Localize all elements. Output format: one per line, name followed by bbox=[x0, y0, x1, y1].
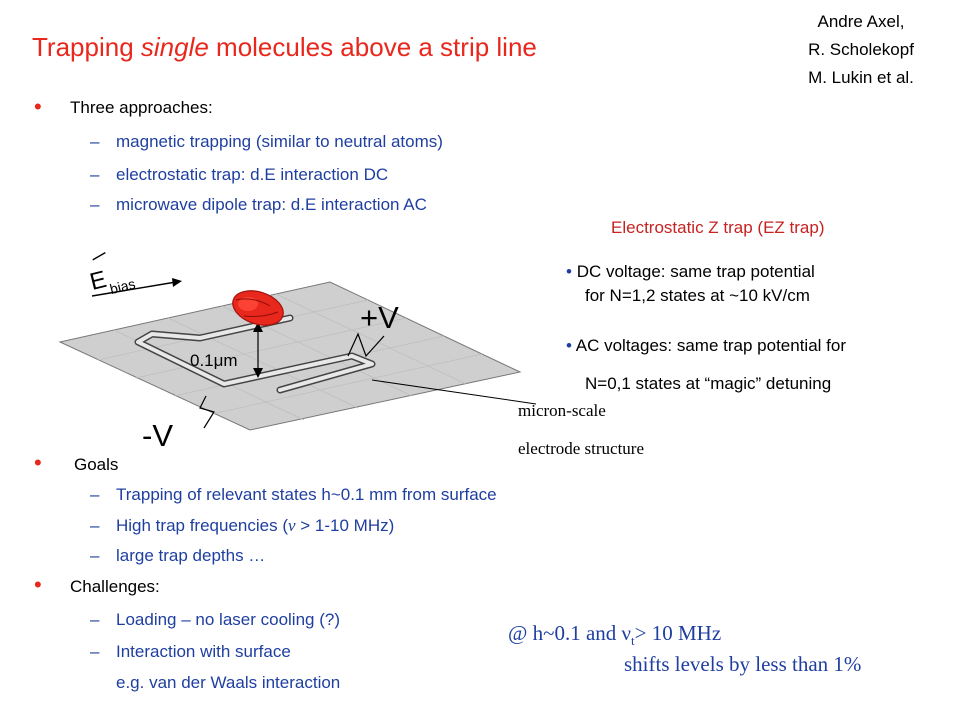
approach-item: – electrostatic trap: d.E interaction DC bbox=[90, 165, 389, 184]
challenge-item: – Loading – no laser cooling (?) bbox=[90, 610, 340, 629]
challenges-heading: Challenges: bbox=[70, 577, 160, 596]
figure-caption-line2: electrode structure bbox=[518, 439, 645, 458]
goal-item: – Trapping of relevant states h~0.1 mm from surface bbox=[90, 485, 497, 504]
figure-caption-line1: micron-scale bbox=[518, 401, 606, 420]
author-line: M. Lukin et al. bbox=[808, 68, 914, 87]
challenge-item: – Interaction with surface bbox=[90, 642, 291, 661]
substrate-plate bbox=[60, 282, 520, 430]
e-vector-bar bbox=[92, 253, 107, 260]
note-line2: shifts levels by less than 1% bbox=[624, 652, 862, 676]
plus-v-label: +V bbox=[360, 300, 399, 335]
dc-voltage-line2: for N=1,2 states at ~10 kV/cm bbox=[585, 286, 810, 305]
minus-v-label: -V bbox=[142, 418, 173, 453]
goal-item: – large trap depths … bbox=[90, 546, 266, 565]
height-label: 0.1μm bbox=[190, 351, 238, 370]
slide-title: Trapping single molecules above a strip line bbox=[32, 32, 537, 62]
e-bias-arrow-head bbox=[172, 278, 182, 287]
bullet-dot: • bbox=[34, 572, 42, 597]
goal-item: – High trap frequencies (ν > 1-10 MHz) bbox=[90, 516, 395, 535]
e-subscript: bias bbox=[108, 275, 137, 298]
approach-item: – microwave dipole trap: d.E interaction AC bbox=[90, 195, 427, 214]
dc-voltage-line1: • DC voltage: same trap potential bbox=[566, 262, 815, 281]
bullet-dot: • bbox=[34, 450, 42, 475]
ac-voltage-line2: N=0,1 states at “magic” detuning bbox=[585, 374, 832, 393]
author-line: R. Scholekopf bbox=[808, 40, 914, 59]
approach-item: – magnetic trapping (similar to neutral atoms) bbox=[90, 132, 443, 151]
challenge-item-continued: e.g. van der Waals interaction bbox=[116, 673, 341, 692]
ez-trap-title: Electrostatic Z trap (EZ trap) bbox=[611, 218, 825, 237]
note-line1: @ h~0.1 and $\nu_t> 10$ MHz bbox=[508, 621, 722, 649]
e-label: E bbox=[87, 265, 110, 297]
goals-heading: Goals bbox=[74, 455, 119, 474]
bullet-dot: • bbox=[34, 94, 42, 119]
author-line: Andre Axel, bbox=[817, 12, 905, 31]
approaches-heading: Three approaches: bbox=[70, 98, 213, 117]
ac-voltage-line1: • AC voltages: same trap potential for bbox=[566, 336, 846, 355]
